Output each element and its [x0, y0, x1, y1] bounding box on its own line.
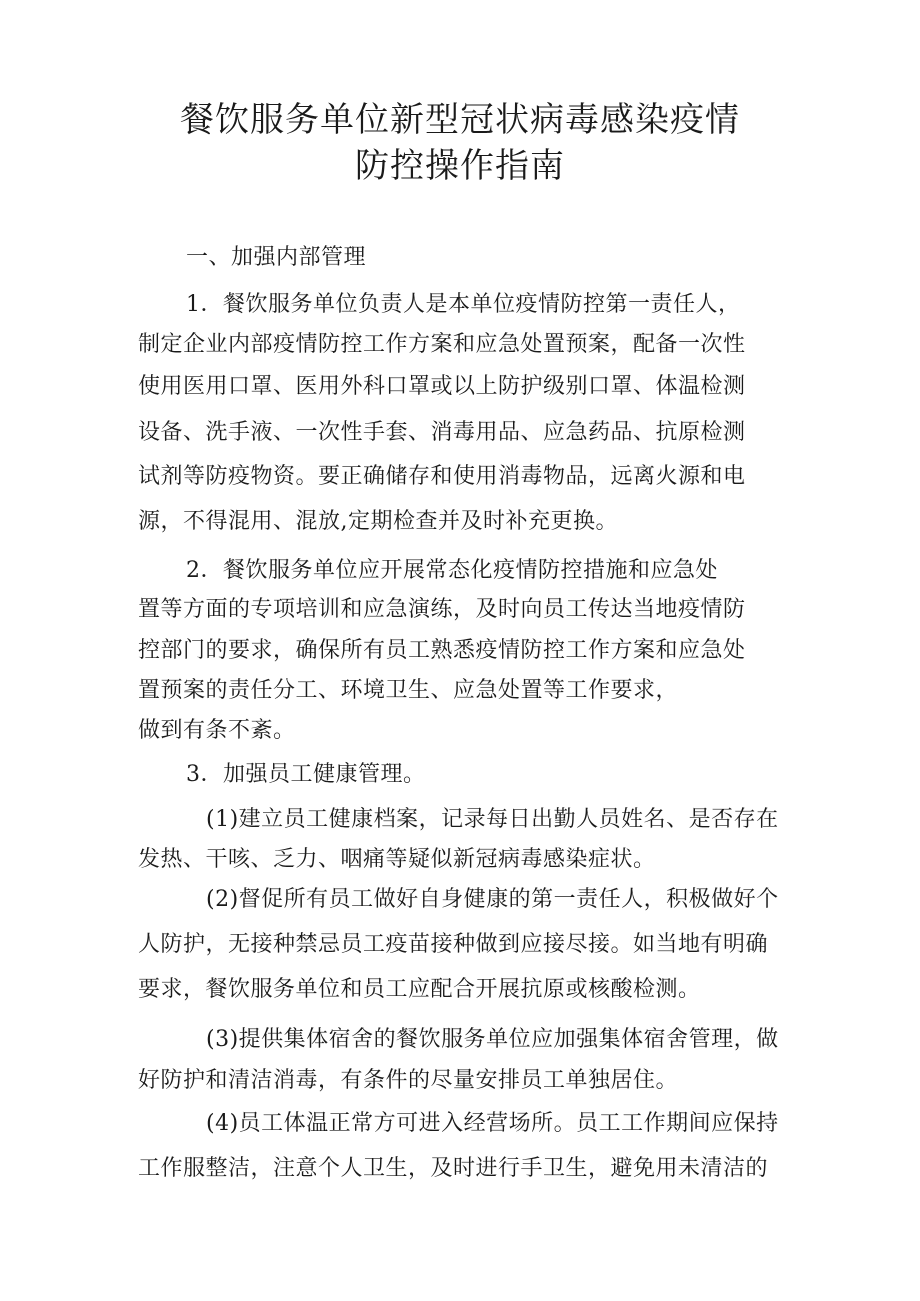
item-3-line: 好防护和清洁消毒，有条件的尽量安排员工单独居住。 — [138, 1068, 679, 1093]
paragraph-2-line: 置等方面的专项培训和应急演练，及时向员工传达当地疫情防 — [138, 597, 746, 622]
item-3-line: (3)提供集体宿舍的餐饮服务单位应加强集体宿舍管理，做 — [206, 1027, 779, 1052]
item-4-line: (4)员工体温正常方可进入经营场所。员工工作期间应保持 — [206, 1111, 779, 1136]
item-1-line: 发热、干咳、乏力、咽痛等疑似新冠病毒感染症状。 — [138, 847, 656, 872]
item-2-line: 要求，餐饮服务单位和员工应配合开展抗原或核酸检测。 — [138, 977, 701, 1002]
paragraph-1-line: 设备、洗手液、一次性手套、消毒用品、应急药品、抗原检测 — [138, 420, 746, 445]
paragraph-2-line: 2．餐饮服务单位应开展常态化疫情防控措施和应急处 — [186, 558, 718, 583]
paragraph-1-line: 试剂等防疫物资。要正确储存和使用消毒物品，远离火源和电 — [138, 464, 746, 489]
paragraph-2-line: 置预案的责任分工、环境卫生、应急处置等工作要求， — [138, 678, 679, 703]
paragraph-1-line: 1．餐饮服务单位负责人是本单位疫情防控第一责任人， — [186, 292, 741, 317]
item-2-line: (2)督促所有员工做好自身健康的第一责任人，积极做好个 — [206, 887, 779, 912]
section-heading: 一、加强内部管理 — [186, 245, 367, 270]
paragraph-2-line: 做到有条不紊。 — [138, 718, 296, 743]
paragraph-1-line: 源，不得混用、混放,定期检查并及时补充更换。 — [138, 509, 618, 534]
paragraph-2-line: 控部门的要求，确保所有员工熟悉疫情防控工作方案和应急处 — [138, 638, 746, 663]
paragraph-3-heading: 3．加强员工健康管理。 — [186, 762, 426, 787]
item-4-line: 工作服整洁，注意个人卫生，及时进行手卫生，避免用未清洁的 — [138, 1156, 769, 1181]
paragraph-1-line: 使用医用口罩、医用外科口罩或以上防护级别口罩、体温检测 — [138, 374, 746, 399]
item-1-line: (1)建立员工健康档案，记录每日出勤人员姓名、是否存在 — [206, 807, 779, 832]
document-title-line1: 餐饮服务单位新型冠状病毒感染疫情 — [180, 100, 740, 140]
document-title-line2: 防控操作指南 — [355, 146, 565, 186]
paragraph-1-line: 制定企业内部疫情防控工作方案和应急处置预案，配备一次性 — [138, 332, 746, 357]
item-2-line: 人防护，无接种禁忌员工疫苗接种做到应接尽接。如当地有明确 — [138, 932, 769, 957]
